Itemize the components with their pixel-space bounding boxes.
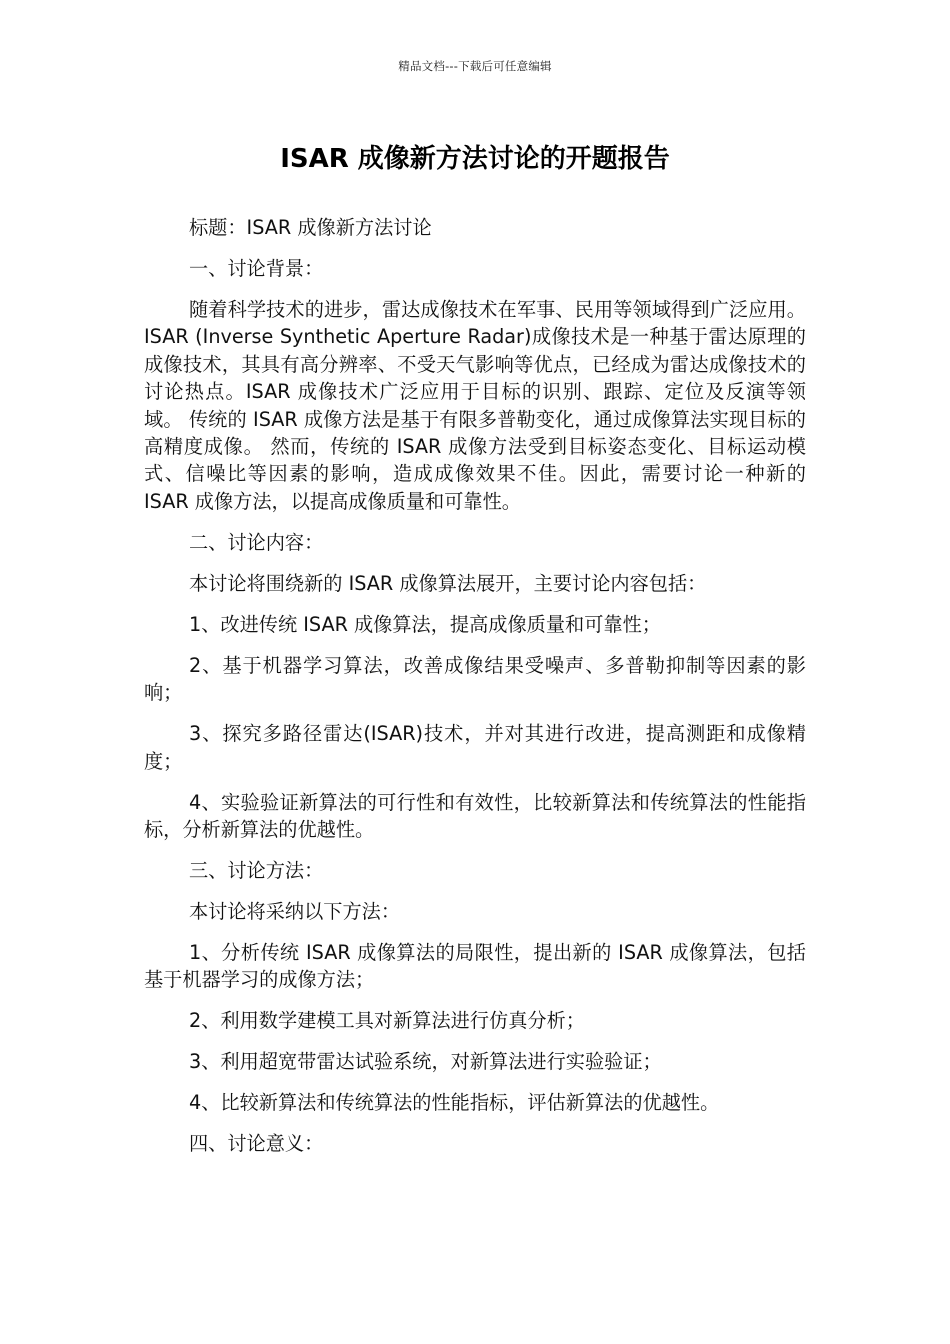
heading-content: 二、讨论内容：: [189, 530, 324, 554]
heading-method: 三、讨论方法：: [189, 859, 324, 883]
list-item-content-3: 3、探究多路径雷达(ISAR)技术，并对其进行改进，提高测距和成像精度；: [144, 722, 806, 773]
list-item-content-2: 2、基于机器学习算法，改善成像结果受噪声、多普勒抑制等因素的影响；: [144, 653, 806, 705]
document-body: [144, 214, 806, 1158]
paragraph-method-intro: 本讨论将采纳以下方法：: [189, 900, 401, 924]
list-item-method-3: 3、利用超宽带雷达试验系统，对新算法进行实验验证；: [189, 1050, 662, 1074]
document-title: ISAR 成像新方法讨论的开题报告: [280, 144, 670, 174]
list-item-content-4: 4、实验验证新算法的可行性和有效性，比较新算法和传统算法的性能指标，分析新算法的优越性。: [144, 790, 806, 842]
header-note: 精品文档---下载后可任意编辑: [398, 59, 552, 73]
list-item-content-1: 1、改进传统 ISAR 成像算法，提高成像质量和可靠性；: [189, 612, 661, 636]
paragraph-subject: 标题：ISAR 成像新方法讨论: [189, 216, 432, 239]
list-item-method-4: 4、比较新算法和传统算法的性能指标，评估新算法的优越性。: [189, 1091, 720, 1115]
list-item-method-1: 1、分析传统 ISAR 成像算法的局限性，提出新的 ISAR 成像算法，包括基于机器学习的成像方法；: [144, 941, 806, 992]
heading-background: 一、讨论背景：: [189, 257, 324, 280]
paragraph-content-intro: 本讨论将围绕新的 ISAR 成像算法展开，主要讨论内容包括：: [189, 571, 707, 595]
list-item-method-2: 2、利用数学建模工具对新算法进行仿真分析；: [189, 1009, 585, 1033]
paragraph-background: 随着科学技术的进步，雷达成像技术在军事、民用等领域得到广泛应用。ISAR (Inverse Synthetic Aperture Radar)成像技术是一种基于雷达原理的成像技术，其具有高分辨率、不受天气影响等优点，已经成为雷达成像技术的讨论热点。ISAR 成像技术广泛应用于目标的识别、跟踪、定位及反演等领域。 传统的 ISAR 成像方法是基于有限多普勒变化，通过成像算法实现目标的高精度成像。 然而，传统的 ISAR 成像方法受到目标姿态变化、目标运动模式、信噪比等因素的影响，造成成像效果不佳。因此，需要讨论一种新的 ISAR 成像方法，以提高成像质量和可靠性。: [144, 298, 806, 513]
heading-significance: 四、讨论意义：: [189, 1132, 324, 1156]
